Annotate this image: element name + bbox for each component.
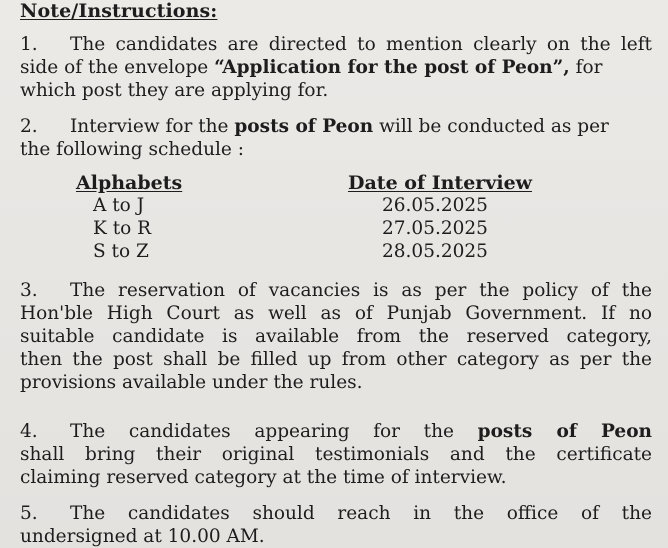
item-2-text-1a: Interview for the [70,116,235,137]
item-2-number: 2. [20,116,38,137]
item-3-text-1: The reservation of vacancies is as per the policy of the [70,280,652,301]
item-1-line-1 [20,33,652,56]
item-1-line-3 [20,79,652,102]
item-4-text-2: shall bring their original testimonials and the certificate [20,444,652,465]
item-2-line-1 [20,115,652,138]
item-3-text-4: then the post shall be filled up from other category as per the [20,349,652,370]
item-5-number: 5. [20,503,38,524]
item-1-application-label: “Application for the post of Peon”, [214,57,570,78]
item-5-line-1 [20,502,652,525]
item-5-text-1: The candidates should reach in the office of the [70,503,652,524]
schedule-row-3-range: S to Z [93,241,149,262]
schedule-col-date-header: Date of Interview [348,172,533,194]
item-4-line-3 [20,466,652,489]
item-4-text-1a: The candidates appearing for the [70,421,478,442]
item-2-posts-label: posts of Peon [234,116,374,137]
item-4-line-2 [20,443,652,466]
item-5-text-2: undersigned at 10.00 AM. [20,526,265,547]
schedule-col-alphabets-header: Alphabets [76,172,183,194]
item-3-number: 3. [20,280,38,301]
item-4-text-3: claiming reserved category at the time of interview. [20,467,507,488]
item-3-line-3 [20,325,652,348]
item-2-text-1c: will be conducted as per [373,116,609,137]
item-1-text-2a: side of the envelope [20,57,215,78]
item-2-line-2 [20,138,652,161]
item-5-line-2 [20,525,652,548]
item-1-number: 1. [20,34,38,55]
schedule-row-2-date: 27.05.2025 [382,218,488,239]
item-3-line-2 [20,302,652,325]
schedule-row-1-range: A to J [93,195,145,216]
item-3-text-3: suitable candidate is available from the reserved category, [20,326,652,347]
item-1-text-1: The candidates are directed to mention clearly on the left [70,34,652,55]
item-4-posts-label: posts of Peon [477,421,652,442]
item-4-line-1 [20,420,652,443]
item-3-line-1 [20,279,652,302]
item-1-text-3: which post they are applying for. [20,80,329,101]
item-3-line-5 [20,371,652,394]
item-3-text-5: provisions available under the rules. [20,372,363,393]
schedule-row-2-range: K to R [93,218,152,239]
schedule-row-3-date: 28.05.2025 [382,241,488,262]
instructions-heading: Note/Instructions: [20,0,218,22]
item-3-text-2: Hon'ble High Court as well as of Punjab Government. If no [20,303,652,324]
item-1-line-2 [20,56,652,79]
item-3-line-4 [20,348,652,371]
item-2-text-2: the following schedule : [20,139,244,160]
item-1-text-2c: for [569,57,603,78]
item-4-number: 4. [20,421,38,442]
schedule-row-1-date: 26.05.2025 [382,195,488,216]
